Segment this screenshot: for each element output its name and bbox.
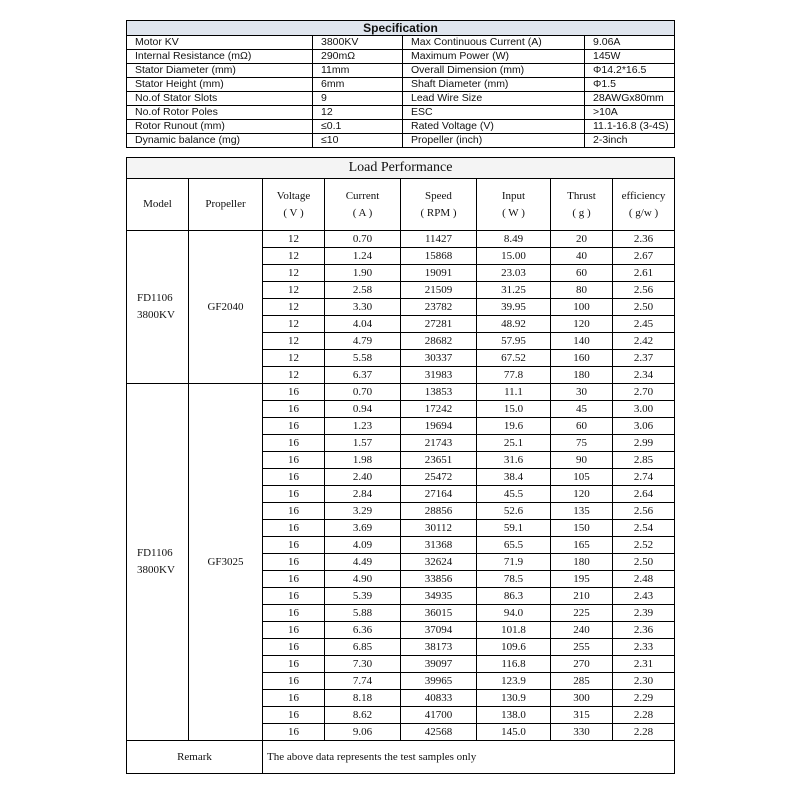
voltage-cell: 12 xyxy=(263,265,325,282)
current-cell: 4.79 xyxy=(325,333,401,350)
header-speed-label: Speed xyxy=(425,189,452,202)
spec-value: 9.06A xyxy=(585,36,675,50)
input-cell: 48.92 xyxy=(477,316,551,333)
spec-row xyxy=(127,36,675,50)
speed-cell: 42568 xyxy=(401,724,477,741)
current-cell: 6.85 xyxy=(325,639,401,656)
spec-label: Motor KV xyxy=(127,36,313,50)
input-cell: 130.9 xyxy=(477,690,551,707)
spec-value: Φ1.5 xyxy=(585,78,675,92)
spec-label: Shaft Diameter (mm) xyxy=(403,78,585,92)
remark-row xyxy=(127,741,675,774)
voltage-cell: 16 xyxy=(263,435,325,452)
current-cell: 4.04 xyxy=(325,316,401,333)
spec-label: Dynamic balance (mg) xyxy=(127,134,313,148)
input-cell: 45.5 xyxy=(477,486,551,503)
voltage-cell: 16 xyxy=(263,384,325,401)
efficiency-cell: 2.34 xyxy=(613,367,675,384)
current-cell: 5.39 xyxy=(325,588,401,605)
efficiency-cell: 2.31 xyxy=(613,656,675,673)
model-name: FD1106 xyxy=(137,292,173,304)
input-cell: 78.5 xyxy=(477,571,551,588)
input-cell: 15.0 xyxy=(477,401,551,418)
table-row xyxy=(127,384,675,401)
speed-cell: 15868 xyxy=(401,248,477,265)
remark-text: The above data represents the test samples only xyxy=(263,741,675,774)
efficiency-cell: 2.54 xyxy=(613,520,675,537)
header-model-label: Model xyxy=(143,198,172,210)
spec-row xyxy=(127,92,675,106)
thrust-cell: 120 xyxy=(551,486,613,503)
spec-value: 28AWGx80mm xyxy=(585,92,675,106)
efficiency-cell: 3.06 xyxy=(613,418,675,435)
voltage-cell: 12 xyxy=(263,350,325,367)
thrust-cell: 270 xyxy=(551,656,613,673)
efficiency-cell: 2.28 xyxy=(613,724,675,741)
input-cell: 15.00 xyxy=(477,248,551,265)
thrust-cell: 20 xyxy=(551,231,613,248)
thrust-cell: 300 xyxy=(551,690,613,707)
current-cell: 2.58 xyxy=(325,282,401,299)
thrust-cell: 30 xyxy=(551,384,613,401)
speed-cell: 30337 xyxy=(401,350,477,367)
thrust-cell: 100 xyxy=(551,299,613,316)
spec-row xyxy=(127,120,675,134)
speed-cell: 34935 xyxy=(401,588,477,605)
header-input xyxy=(477,179,551,231)
voltage-cell: 16 xyxy=(263,571,325,588)
efficiency-cell: 2.50 xyxy=(613,554,675,571)
speed-cell: 17242 xyxy=(401,401,477,418)
voltage-cell: 16 xyxy=(263,622,325,639)
voltage-cell: 12 xyxy=(263,282,325,299)
header-speed-unit: ( RPM ) xyxy=(420,206,457,219)
thrust-cell: 105 xyxy=(551,469,613,486)
thrust-cell: 255 xyxy=(551,639,613,656)
input-cell: 23.03 xyxy=(477,265,551,282)
spec-value: 11mm xyxy=(313,64,403,78)
efficiency-cell: 2.29 xyxy=(613,690,675,707)
spec-value: 6mm xyxy=(313,78,403,92)
remark-label: Remark xyxy=(127,741,263,774)
model-kv: 3800KV xyxy=(137,309,175,321)
current-cell: 5.88 xyxy=(325,605,401,622)
efficiency-cell: 2.45 xyxy=(613,316,675,333)
header-row xyxy=(127,179,675,231)
header-speed xyxy=(401,179,477,231)
current-cell: 3.30 xyxy=(325,299,401,316)
spec-label: ESC xyxy=(403,106,585,120)
voltage-cell: 16 xyxy=(263,707,325,724)
input-cell: 11.1 xyxy=(477,384,551,401)
efficiency-cell: 2.85 xyxy=(613,452,675,469)
voltage-cell: 16 xyxy=(263,639,325,656)
header-thrust-label: Thrust xyxy=(567,189,596,202)
current-cell: 6.36 xyxy=(325,622,401,639)
spec-label: Maximum Power (W) xyxy=(403,50,585,64)
speed-cell: 13853 xyxy=(401,384,477,401)
input-cell: 94.0 xyxy=(477,605,551,622)
voltage-cell: 16 xyxy=(263,690,325,707)
current-cell: 3.69 xyxy=(325,520,401,537)
spec-label: Internal Resistance (mΩ) xyxy=(127,50,313,64)
current-cell: 4.90 xyxy=(325,571,401,588)
spec-label: No.of Stator Slots xyxy=(127,92,313,106)
header-current-label: Current xyxy=(345,189,380,202)
efficiency-cell: 2.74 xyxy=(613,469,675,486)
speed-cell: 37094 xyxy=(401,622,477,639)
input-cell: 39.95 xyxy=(477,299,551,316)
current-cell: 1.98 xyxy=(325,452,401,469)
header-propeller-label: Propeller xyxy=(205,198,246,210)
header-efficiency-label: efficiency xyxy=(621,189,666,202)
spec-label: Rated Voltage (V) xyxy=(403,120,585,134)
header-model xyxy=(127,179,189,231)
voltage-cell: 16 xyxy=(263,673,325,690)
efficiency-cell: 2.56 xyxy=(613,503,675,520)
efficiency-cell: 2.36 xyxy=(613,231,675,248)
spec-label: Stator Height (mm) xyxy=(127,78,313,92)
current-cell: 9.06 xyxy=(325,724,401,741)
input-cell: 25.1 xyxy=(477,435,551,452)
current-cell: 0.70 xyxy=(325,231,401,248)
input-cell: 123.9 xyxy=(477,673,551,690)
header-current-unit: ( A ) xyxy=(352,206,373,219)
input-cell: 138.0 xyxy=(477,707,551,724)
thrust-cell: 45 xyxy=(551,401,613,418)
header-voltage xyxy=(263,179,325,231)
current-cell: 1.57 xyxy=(325,435,401,452)
current-cell: 0.70 xyxy=(325,384,401,401)
propeller-cell: GF2040 xyxy=(189,231,263,384)
voltage-cell: 16 xyxy=(263,656,325,673)
thrust-cell: 150 xyxy=(551,520,613,537)
input-cell: 31.6 xyxy=(477,452,551,469)
thrust-cell: 195 xyxy=(551,571,613,588)
efficiency-cell: 2.33 xyxy=(613,639,675,656)
thrust-cell: 60 xyxy=(551,418,613,435)
efficiency-cell: 2.28 xyxy=(613,707,675,724)
speed-cell: 19694 xyxy=(401,418,477,435)
speed-cell: 33856 xyxy=(401,571,477,588)
spec-label: Propeller (inch) xyxy=(403,134,585,148)
header-thrust xyxy=(551,179,613,231)
speed-cell: 28682 xyxy=(401,333,477,350)
speed-cell: 39097 xyxy=(401,656,477,673)
thrust-cell: 330 xyxy=(551,724,613,741)
input-cell: 19.6 xyxy=(477,418,551,435)
efficiency-cell: 2.48 xyxy=(613,571,675,588)
specification-table xyxy=(126,20,675,148)
spec-value: 12 xyxy=(313,106,403,120)
thrust-cell: 90 xyxy=(551,452,613,469)
current-cell: 7.30 xyxy=(325,656,401,673)
model-cell xyxy=(127,384,189,741)
efficiency-cell: 2.42 xyxy=(613,333,675,350)
header-propeller xyxy=(189,179,263,231)
voltage-cell: 12 xyxy=(263,367,325,384)
spec-row xyxy=(127,134,675,148)
current-cell: 1.23 xyxy=(325,418,401,435)
voltage-cell: 12 xyxy=(263,231,325,248)
efficiency-cell: 2.70 xyxy=(613,384,675,401)
voltage-cell: 12 xyxy=(263,248,325,265)
input-cell: 8.49 xyxy=(477,231,551,248)
header-voltage-unit: ( V ) xyxy=(283,206,304,219)
input-cell: 86.3 xyxy=(477,588,551,605)
spec-label: Max Continuous Current (A) xyxy=(403,36,585,50)
specification-title: Specification xyxy=(127,21,675,36)
voltage-cell: 16 xyxy=(263,537,325,554)
spec-value: Φ14.2*16.5 xyxy=(585,64,675,78)
current-cell: 1.24 xyxy=(325,248,401,265)
efficiency-cell: 2.39 xyxy=(613,605,675,622)
propeller-cell: GF3025 xyxy=(189,384,263,741)
voltage-cell: 16 xyxy=(263,605,325,622)
current-cell: 2.84 xyxy=(325,486,401,503)
current-cell: 4.09 xyxy=(325,537,401,554)
spec-label: Lead Wire Size xyxy=(403,92,585,106)
efficiency-cell: 2.64 xyxy=(613,486,675,503)
thrust-cell: 165 xyxy=(551,537,613,554)
header-voltage-label: Voltage xyxy=(276,189,311,202)
current-cell: 8.62 xyxy=(325,707,401,724)
speed-cell: 19091 xyxy=(401,265,477,282)
spec-row xyxy=(127,50,675,64)
input-cell: 38.4 xyxy=(477,469,551,486)
spec-value: 145W xyxy=(585,50,675,64)
spec-value: 290mΩ xyxy=(313,50,403,64)
current-cell: 7.74 xyxy=(325,673,401,690)
spec-value: ≤10 xyxy=(313,134,403,148)
efficiency-cell: 2.67 xyxy=(613,248,675,265)
thrust-cell: 285 xyxy=(551,673,613,690)
table-row xyxy=(127,231,675,248)
efficiency-cell: 3.00 xyxy=(613,401,675,418)
spec-value: 9 xyxy=(313,92,403,106)
input-cell: 65.5 xyxy=(477,537,551,554)
current-cell: 1.90 xyxy=(325,265,401,282)
input-cell: 77.8 xyxy=(477,367,551,384)
speed-cell: 11427 xyxy=(401,231,477,248)
efficiency-cell: 2.43 xyxy=(613,588,675,605)
speed-cell: 39965 xyxy=(401,673,477,690)
input-cell: 145.0 xyxy=(477,724,551,741)
spec-row xyxy=(127,64,675,78)
thrust-cell: 75 xyxy=(551,435,613,452)
load-performance-table xyxy=(126,157,675,774)
voltage-cell: 16 xyxy=(263,520,325,537)
header-efficiency xyxy=(613,179,675,231)
voltage-cell: 16 xyxy=(263,503,325,520)
voltage-cell: 16 xyxy=(263,401,325,418)
speed-cell: 31983 xyxy=(401,367,477,384)
voltage-cell: 16 xyxy=(263,724,325,741)
voltage-cell: 12 xyxy=(263,316,325,333)
input-cell: 67.52 xyxy=(477,350,551,367)
thrust-cell: 40 xyxy=(551,248,613,265)
efficiency-cell: 2.37 xyxy=(613,350,675,367)
input-cell: 71.9 xyxy=(477,554,551,571)
speed-cell: 36015 xyxy=(401,605,477,622)
thrust-cell: 180 xyxy=(551,367,613,384)
spec-label: Stator Diameter (mm) xyxy=(127,64,313,78)
current-cell: 8.18 xyxy=(325,690,401,707)
thrust-cell: 140 xyxy=(551,333,613,350)
efficiency-cell: 2.61 xyxy=(613,265,675,282)
voltage-cell: 16 xyxy=(263,554,325,571)
header-thrust-unit: ( g ) xyxy=(572,206,591,219)
current-cell: 4.49 xyxy=(325,554,401,571)
voltage-cell: 16 xyxy=(263,452,325,469)
voltage-cell: 16 xyxy=(263,418,325,435)
spec-row xyxy=(127,106,675,120)
voltage-cell: 16 xyxy=(263,588,325,605)
input-cell: 57.95 xyxy=(477,333,551,350)
efficiency-cell: 2.30 xyxy=(613,673,675,690)
efficiency-cell: 2.56 xyxy=(613,282,675,299)
spec-value: 11.1-16.8 (3-4S) xyxy=(585,120,675,134)
thrust-cell: 135 xyxy=(551,503,613,520)
thrust-cell: 80 xyxy=(551,282,613,299)
thrust-cell: 225 xyxy=(551,605,613,622)
current-cell: 6.37 xyxy=(325,367,401,384)
thrust-cell: 120 xyxy=(551,316,613,333)
specification-body xyxy=(127,21,675,148)
speed-cell: 32624 xyxy=(401,554,477,571)
thrust-cell: 315 xyxy=(551,707,613,724)
model-cell xyxy=(127,231,189,384)
speed-cell: 23651 xyxy=(401,452,477,469)
spec-value: ≤0.1 xyxy=(313,120,403,134)
speed-cell: 21509 xyxy=(401,282,477,299)
speed-cell: 31368 xyxy=(401,537,477,554)
thrust-cell: 240 xyxy=(551,622,613,639)
spec-row xyxy=(127,78,675,92)
thrust-cell: 160 xyxy=(551,350,613,367)
speed-cell: 21743 xyxy=(401,435,477,452)
efficiency-cell: 2.52 xyxy=(613,537,675,554)
spec-label: Rotor Runout (mm) xyxy=(127,120,313,134)
speed-cell: 27164 xyxy=(401,486,477,503)
spec-value: 2-3inch xyxy=(585,134,675,148)
thrust-cell: 60 xyxy=(551,265,613,282)
current-cell: 3.29 xyxy=(325,503,401,520)
efficiency-cell: 2.50 xyxy=(613,299,675,316)
input-cell: 59.1 xyxy=(477,520,551,537)
spec-label: Overall Dimension (mm) xyxy=(403,64,585,78)
load-performance-title: Load Performance xyxy=(127,158,675,179)
speed-cell: 25472 xyxy=(401,469,477,486)
spec-label: No.of Rotor Poles xyxy=(127,106,313,120)
speed-cell: 27281 xyxy=(401,316,477,333)
speed-cell: 28856 xyxy=(401,503,477,520)
thrust-cell: 210 xyxy=(551,588,613,605)
speed-cell: 30112 xyxy=(401,520,477,537)
model-kv: 3800KV xyxy=(137,564,175,576)
speed-cell: 40833 xyxy=(401,690,477,707)
header-input-label: Input xyxy=(501,189,526,202)
voltage-cell: 16 xyxy=(263,486,325,503)
voltage-cell: 12 xyxy=(263,299,325,316)
efficiency-cell: 2.99 xyxy=(613,435,675,452)
voltage-cell: 16 xyxy=(263,469,325,486)
voltage-cell: 12 xyxy=(263,333,325,350)
spec-value: >10A xyxy=(585,106,675,120)
input-cell: 31.25 xyxy=(477,282,551,299)
input-cell: 101.8 xyxy=(477,622,551,639)
speed-cell: 38173 xyxy=(401,639,477,656)
current-cell: 5.58 xyxy=(325,350,401,367)
input-cell: 109.6 xyxy=(477,639,551,656)
spec-value: 3800KV xyxy=(313,36,403,50)
input-cell: 116.8 xyxy=(477,656,551,673)
thrust-cell: 180 xyxy=(551,554,613,571)
header-input-unit: ( W ) xyxy=(502,206,525,219)
current-cell: 0.94 xyxy=(325,401,401,418)
speed-cell: 41700 xyxy=(401,707,477,724)
header-efficiency-unit: ( g/w ) xyxy=(628,206,659,219)
current-cell: 2.40 xyxy=(325,469,401,486)
input-cell: 52.6 xyxy=(477,503,551,520)
load-performance-body xyxy=(127,158,675,774)
model-name: FD1106 xyxy=(137,547,173,559)
efficiency-cell: 2.36 xyxy=(613,622,675,639)
header-current xyxy=(325,179,401,231)
speed-cell: 23782 xyxy=(401,299,477,316)
